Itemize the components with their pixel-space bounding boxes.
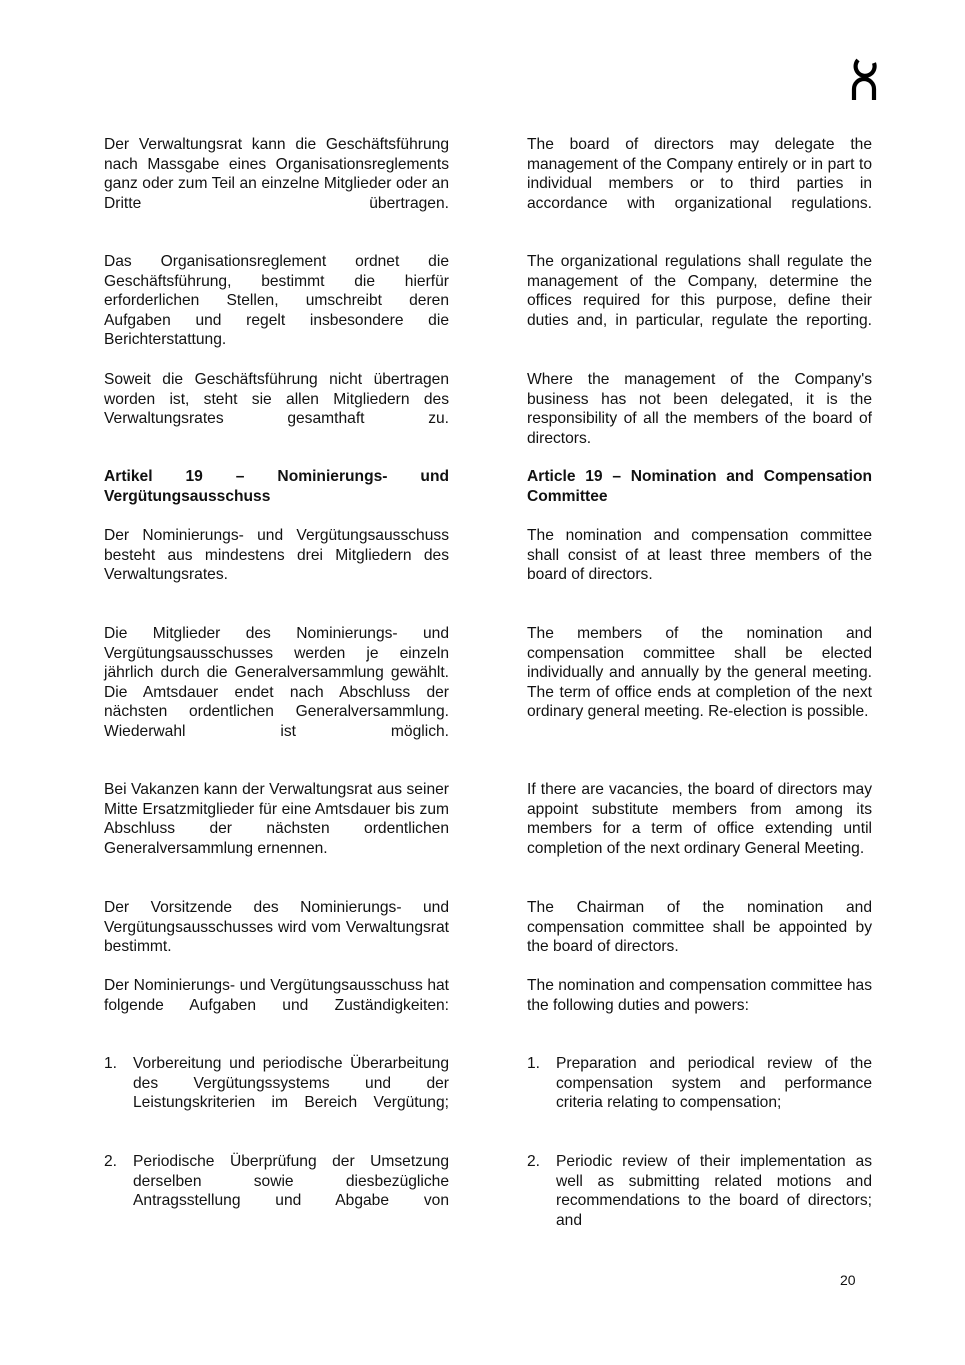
list-number: 2. [527,1153,541,1170]
list-text: Periodic review of their implementation as well as submitting related motions and recommendations to the board of directors; and [556,1153,872,1229]
en-paragraph-4: The nomination and compensation committee shall consist of at least three members of the board of directors. [527,527,872,584]
page-number: 20 [840,1272,856,1288]
en-paragraph-1: The board of directors may delegate the management of the Company entirely or in part to individual members or to third parties in accordance with organizational regulations. [527,136,872,212]
de-paragraph-2: Das Organisationsreglement ordnet die Geschäftsführung, bestimmt die hierfür erforderlichen Stellen, umschreibt deren Aufgaben und regelt insbesondere die Berichterstattung. [104,253,449,349]
en-paragraph-5: The members of the nomination and compensation committee shall be elected individually and annually by the general meeting. The term of office ends at completion of the next ordinary general meeting. Re-election is possible. [527,625,872,721]
de-article-heading: Artikel 19 – Nominierungs- und Vergütungsausschuss [104,468,449,505]
en-article-heading: Article 19 – Nomination and Compensation Committee [527,468,872,505]
de-paragraph-5: Die Mitglieder des Nominierungs- und Vergütungsausschusses werden je einzeln jährlich durch die Generalversammlung gewählt. Die Amtsdauer endet nach Abschluss der nächsten ordentlichen Generalversammlung. Wiederwahl ist möglich. [104,625,449,740]
list-text: Vorbereitung und periodische Überarbeitung des Vergütungssystems und der Leistungskriterien im Bereich Vergütung; [133,1055,449,1112]
en-paragraph-2: The organizational regulations shall regulate the management of the Company, determine the offices required for this purpose, define their duties and, in particular, regulate the reporting. [527,253,872,329]
en-paragraph-3: Where the management of the Company's business has not been delegated, it is the responsibility of all the members of the board of directors. [527,371,872,447]
list-number: 1. [104,1055,118,1072]
de-paragraph-3: Soweit die Geschäftsführung nicht übertragen worden ist, steht sie allen Mitgliedern des Verwaltungsrates gesamthaft zu. [104,371,449,428]
de-paragraph-6: Bei Vakanzen kann der Verwaltungsrat aus seiner Mitte Ersatzmitglieder für eine Amtsdauer bis zum Abschluss der nächsten ordentlichen Generalversammlung ernennen. [104,781,449,857]
de-paragraph-8: Der Nominierungs- und Vergütungsausschuss hat folgende Aufgaben und Zuständigkeiten: [104,977,449,1014]
list-number: 1. [527,1055,541,1072]
list-number: 2. [104,1153,118,1170]
de-paragraph-1: Der Verwaltungsrat kann die Geschäftsführung nach Massgabe eines Organisationsreglements ganz oder zum Teil an einzelne Mitglieder oder an Dritte übertragen. [104,136,449,212]
en-paragraph-7: The Chairman of the nomination and compensation committee shall be appointed by the board of directors. [527,899,872,956]
de-paragraph-4: Der Nominierungs- und Vergütungsausschuss besteht aus mindestens drei Mitgliedern des Verwaltungsrates. [104,527,449,584]
en-paragraph-6: If there are vacancies, the board of directors may appoint substitute members from among its members for a term of office extending until completion of the next ordinary General Meeting. [527,781,872,857]
list-text: Preparation and periodical review of the compensation system and performance criteria relating to compensation; [556,1055,872,1112]
list-text: Periodische Überprüfung der Umsetzung derselben sowie diesbezügliche Antragsstellung und Abgabe von [133,1153,449,1210]
en-paragraph-8: The nomination and compensation committee has the following duties and powers: [527,977,872,1014]
on-logo-icon [848,56,880,102]
de-paragraph-7: Der Vorsitzende des Nominierungs- und Vergütungsausschusses wird vom Verwaltungsrat bestimmt. [104,899,449,956]
